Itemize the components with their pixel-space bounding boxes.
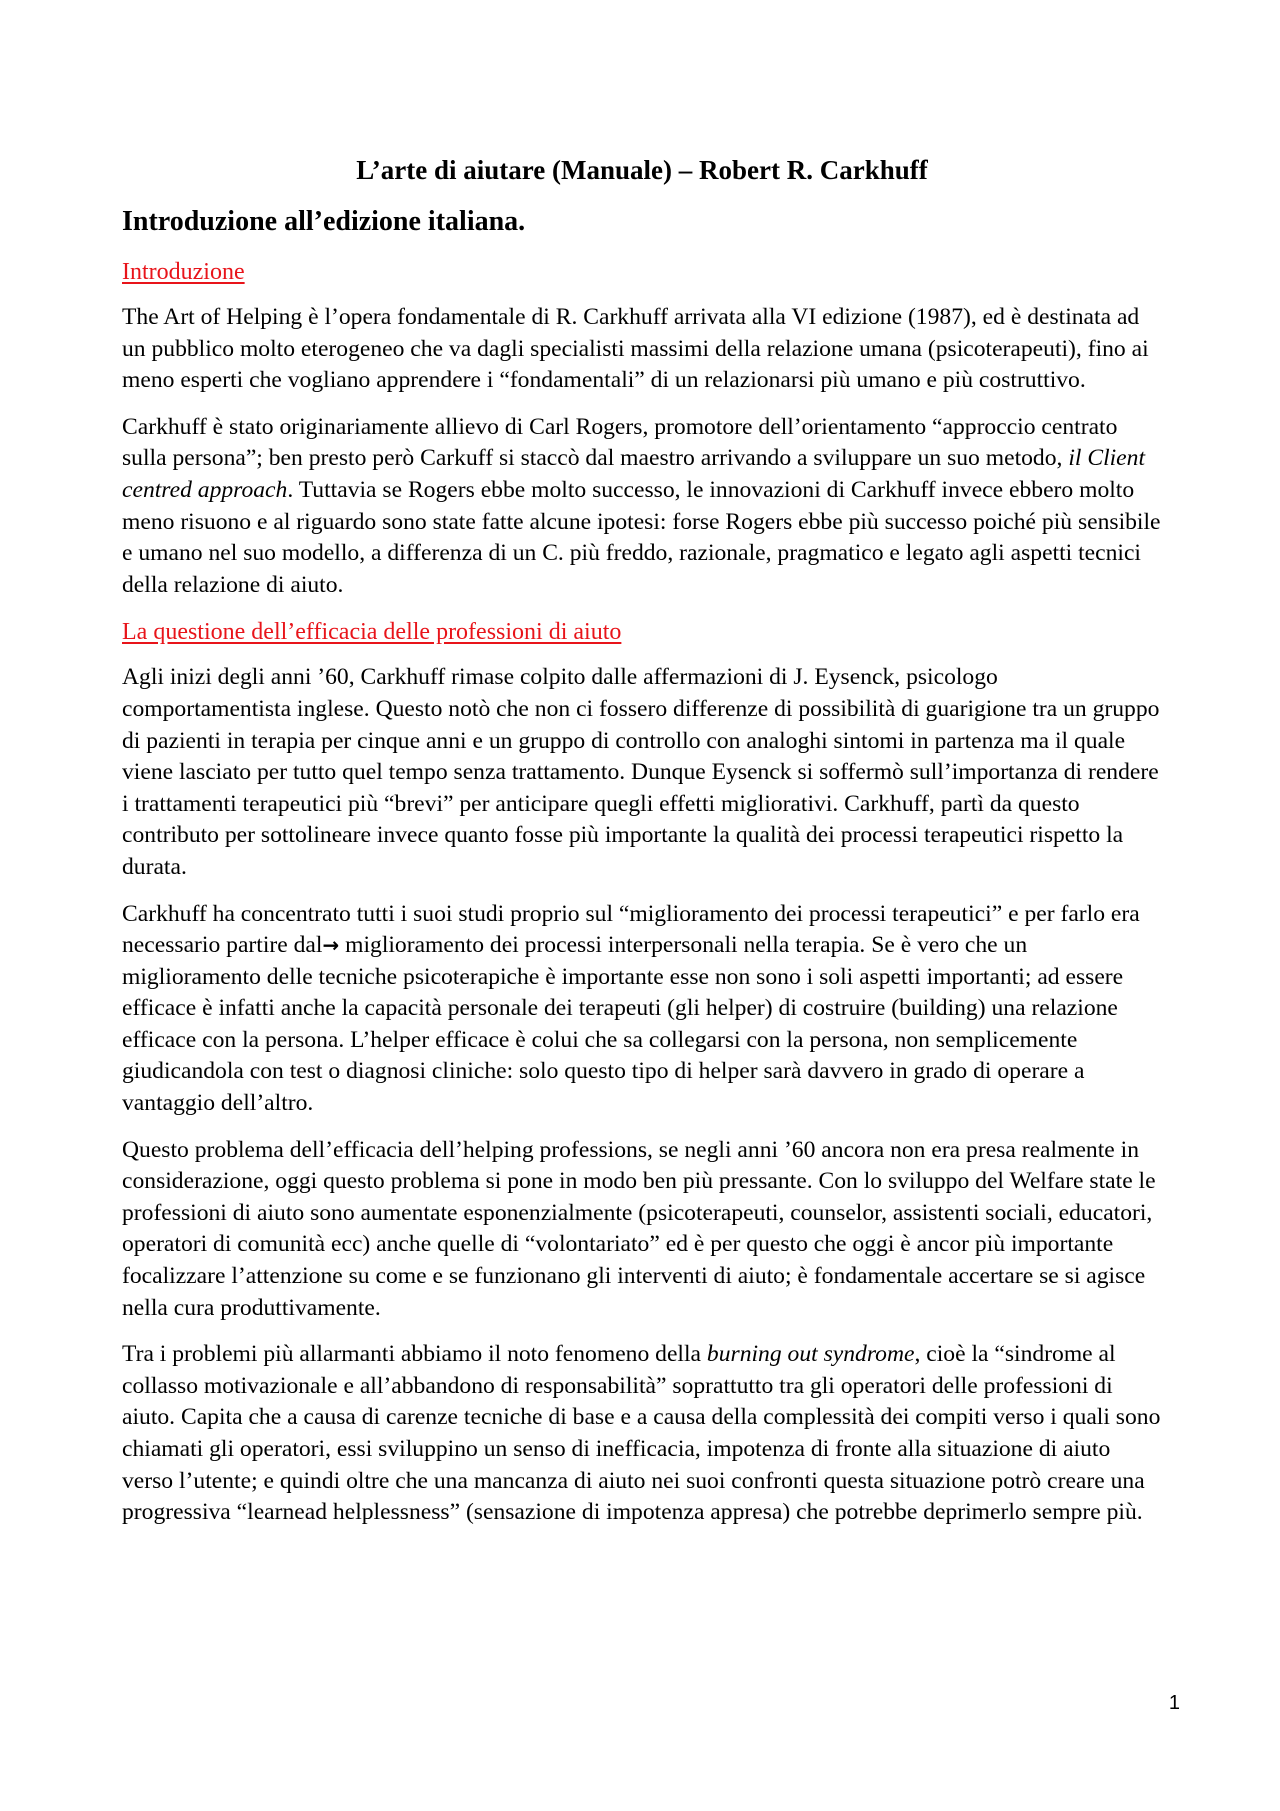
paragraph-italic-text: il Client centred approach [122, 445, 1146, 503]
document-subtitle: Introduzione all’edizione italiana. [122, 206, 526, 237]
paragraph [122, 1339, 1162, 1529]
paragraph-text: , cioè la “sindrome al collasso motivazionale e all’abbandono di responsabilità” soprattutto tra gli operatori delle professioni di aiuto. Capita che a causa di carenze tecniche di base e a causa della complessità dei compiti verso i quali sono chiamati gli operatori, essi sviluppino un senso di inefficacia, impotenza di fronte alla situazione di aiuto verso l’utente; e quindi oltre che una mancanza di aiuto nei suoi confronti questa situazione potrò creare una progressiva “learnead helplessness” (sensazione di impotenza appresa) che potrebbe deprimerlo sempre più. [122, 1341, 1161, 1526]
document-title: L’arte di aiutare (Manuale) – Robert R. Carkhuff [356, 155, 928, 185]
paragraph-text: Carkhuff ha concentrato tutti i suoi studi proprio sul “miglioramento dei processi terapeutici” e per farlo era necessario partire dal [122, 900, 1140, 959]
paragraph-text: . Tuttavia se Rogers ebbe molto successo, le innovazioni di Carkhuff invece ebbero molto meno risuono e al riguardo sono state fatte alcune ipotesi: forse Rogers ebbe più successo poiché più sensibile e umano nel suo modello, a differenza di un C. più freddo, razionale, pragmatico e legato agli aspetti tecnici della relazione di aiuto. [122, 476, 1161, 598]
paragraph: Questo problema dell’efficacia dell’helping professions, se negli anni ’60 ancora non era presa realmente in considerazione, oggi questo problema si pone in modo ben più pressante. Con lo sviluppo del Welfare state le professioni di aiuto sono aumentate esponenzialmente (psicoterapeuti, counselor, assistenti sociali, educatori, operatori di comunità ecc) anche quelle di “volontariato” ed è per questo che oggi è ancor più importante focalizzare l’attenzione su come e se funzionano gli interventi di aiuto; è fondamentale accertare se si agisce nella cura produttivamente. [122, 1136, 1156, 1321]
section-heading-efficacia[interactable]: La questione dell’efficacia delle professioni di aiuto [122, 619, 622, 646]
paragraph [122, 899, 1162, 1120]
page-number: 1 [1168, 1692, 1180, 1714]
paragraph-text: miglioramento dei processi interpersonali nella terapia. Se è vero che un miglioramento delle tecniche psicoterapiche è importante esse non sono i soli aspetti importanti; ad essere efficace è infatti anche la capacità personale dei terapeuti (gli helper) di costruire (building) una relazione efficace con la persona. L’helper efficace è colui che sa collegarsi con la persona, non semplicemente giudicandola con test o diagnosi cliniche: solo questo tipo di helper sarà davvero in grado di operare a vantaggio dell’altro. [122, 932, 1124, 1117]
section-heading-introduzione[interactable]: Introduzione [122, 259, 245, 285]
paragraph-text: Carkhuff è stato originariamente allievo di Carl Rogers, promotore dell’orientamento “approccio centrato sulla persona”; ben presto però Carkuff si staccò dal maestro arrivando a sviluppare un suo metodo, [122, 413, 1118, 472]
arrow-right-icon: → [322, 933, 340, 958]
document-body [122, 152, 1162, 1544]
paragraph-text: Tra i problemi più allarmanti abbiamo il noto fenomeno della [122, 1341, 707, 1368]
paragraph: Agli inizi degli anni ’60, Carkhuff rimase colpito dalle affermazioni di J. Eysenck, psicologo comportamentista inglese. Questo notò che non ci fossero differenze di possibilità di guarigione tra un gruppo di pazienti in terapia per cinque anni e un gruppo di controllo con analoghi sintomi in partenza ma il quale viene lasciato per tutto quel tempo senza trattamento. Dunque Eysenck si soffermò sull’importanza di rendere i trattamenti terapeutici più “brevi” per anticipare quegli effetti migliorativi. Carkhuff, partì da questo contributo per sottolineare invece quanto fosse più importante la qualità dei processi terapeutici rispetto la durata. [122, 664, 1160, 880]
paragraph-italic-text: burning out syndrome [706, 1341, 915, 1368]
paragraph: The Art of Helping è l’opera fondamentale di R. Carkhuff arrivata alla VI edizione (1987), ed è destinata ad un pubblico molto eterogeneo che va dagli specialisti massimi della relazione umana (psicoterapeuti), fino ai meno esperti che vogliano apprendere i “fondamentali” di un relazionarsi più umano e più costruttivo. [122, 304, 1149, 394]
paragraph [122, 412, 1162, 602]
